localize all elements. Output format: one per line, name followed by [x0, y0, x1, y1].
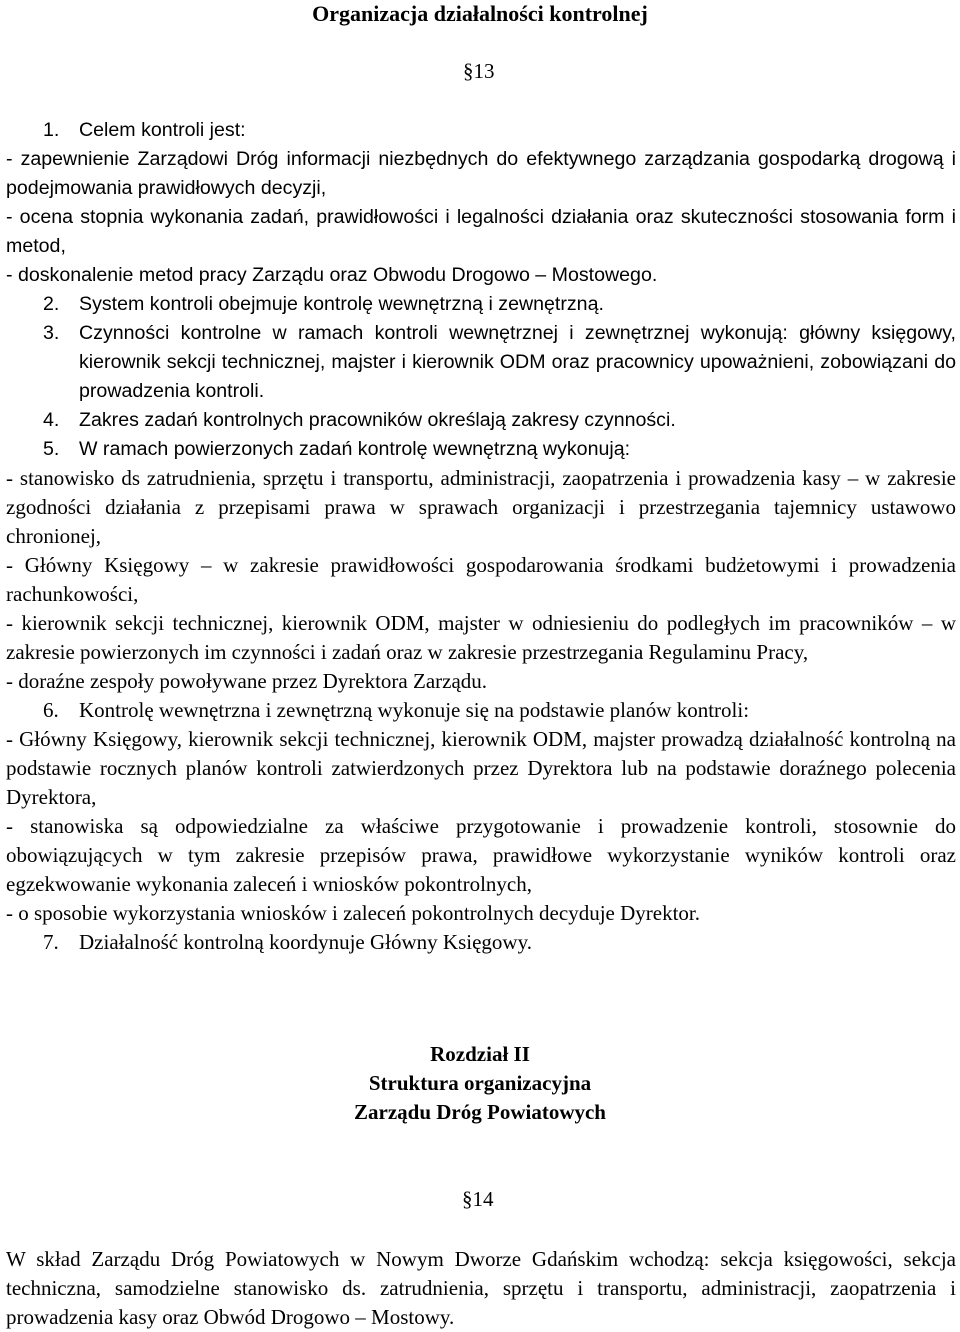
chapter-title-line-1: Struktura organizacyjna: [368, 1071, 592, 1095]
item-5-number: 5.: [43, 438, 60, 460]
item-1-bullet-3: - doskonalenie metod pracy Zarządu oraz Obwodu Drogowo – Mostowego.: [6, 264, 658, 286]
section-14-marker: §14: [462, 1187, 494, 1211]
item-2: [6, 290, 956, 319]
item-5-bullet-2: - Główny Księgowy – w zakresie prawidłowości gospodarowania środkami budżetowymi i prowadzenia rachunkowości,: [6, 553, 956, 606]
item-2-number: 2.: [43, 293, 60, 315]
control-organization-content: [6, 116, 956, 957]
item-5-bullet-3: - kierownik sekcji technicznej, kierownik ODM, majster w odniesieniu do podległych im pracowników – w zakresie powierzonych im czynności i zadań oraz w zakresie przestrzegania Regulaminu Pracy,: [6, 611, 956, 664]
chapter-label: Rozdział II: [430, 1042, 530, 1066]
item-6-text: Kontrolę wewnętrzna i zewnętrzną wykonuje się na podstawie planów kontroli:: [79, 698, 750, 722]
item-6-bullet-2: - stanowiska są odpowiedzialne za właściwe przygotowanie i prowadzenie kontroli, stosownie do obowiązujących w tym zakresie przepisów prawa, prawidłowe wykorzystanie wyników kontroli oraz egzekwowanie wykonania zaleceń i wniosków pokontrolnych,: [6, 814, 956, 896]
item-1-text: Celem kontroli jest:: [79, 119, 246, 141]
item-1-bullet-2: - ocena stopnia wykonania zadań, prawidłowości i legalności działania oraz skuteczności stosowania form i metod,: [6, 206, 956, 257]
item-3-text: Czynności kontrolne w ramach kontroli wewnętrznej i zewnętrznej wykonują: główny księgowy, kierownik sekcji technicznej, majster i kierownik ODM oraz pracownicy upoważnieni, zobowiązani do prowadzenia kontroli.: [79, 322, 956, 402]
item-5-bullet-4: - doraźne zespoły powoływane przez Dyrektora Zarządu.: [6, 669, 488, 693]
item-5-text: W ramach powierzonych zadań kontrolę wewnętrzną wykonują:: [79, 438, 631, 460]
item-4: [6, 406, 956, 435]
structure-paragraph: [6, 1245, 956, 1332]
page-title: Organizacja działalności kontrolnej: [312, 1, 648, 26]
item-7-number: 7.: [43, 930, 59, 954]
section-13-marker: §13: [463, 59, 495, 83]
structure-text: W skład Zarządu Dróg Powiatowych w Nowym Dworze Gdańskim wchodzą: sekcja księgowości, sekcja techniczna, samodzielne stanowisko ds. zatrudnienia, sprzętu i transportu, administracji, zaopatrzenia i prowadzenia kasy oraz Obwód Drogowo – Mostowy.: [6, 1247, 956, 1329]
chapter-heading: [0, 1040, 960, 1127]
item-7: [6, 928, 956, 957]
item-3-number: 3.: [43, 322, 60, 344]
item-4-text: Zakres zadań kontrolnych pracowników określają zakresy czynności.: [79, 409, 676, 431]
item-3: [6, 319, 956, 406]
item-6: [6, 696, 956, 725]
item-7-text: Działalność kontrolną koordynuje Główny Księgowy.: [79, 930, 532, 954]
item-5-bullet-1: - stanowisko ds zatrudnienia, sprzętu i transportu, administracji, zaopatrzenia i prowadzenia kasy – w zakresie zgodności działania z przepisami prawa w sprawach organizacji i przestrzegania tajemnicy ustawowo chronionej,: [6, 466, 956, 548]
item-6-bullet-1: - Główny Księgowy, kierownik sekcji technicznej, kierownik ODM, majster prowadzą działalność kontrolną na podstawie rocznych planów kontroli zatwierdzonych przez Dyrektora lub na podstawie doraźnego polecenia Dyrektora,: [6, 727, 956, 809]
item-6-number: 6.: [43, 698, 59, 722]
item-2-text: System kontroli obejmuje kontrolę wewnętrzną i zewnętrzną.: [79, 293, 604, 315]
item-1-bullet-1: - zapewnienie Zarządowi Dróg informacji niezbędnych do efektywnego zarządzania gospodarką drogową i podejmowania prawidłowych decyzji,: [6, 148, 956, 199]
item-4-number: 4.: [43, 409, 60, 431]
chapter-title-line-2: Zarządu Dróg Powiatowych: [354, 1100, 606, 1124]
item-6-bullet-3: - o sposobie wykorzystania wniosków i zaleceń pokontrolnych decyduje Dyrektor.: [6, 901, 700, 925]
item-1: [6, 116, 956, 145]
item-5: [6, 435, 956, 464]
item-1-number: 1.: [43, 119, 60, 141]
